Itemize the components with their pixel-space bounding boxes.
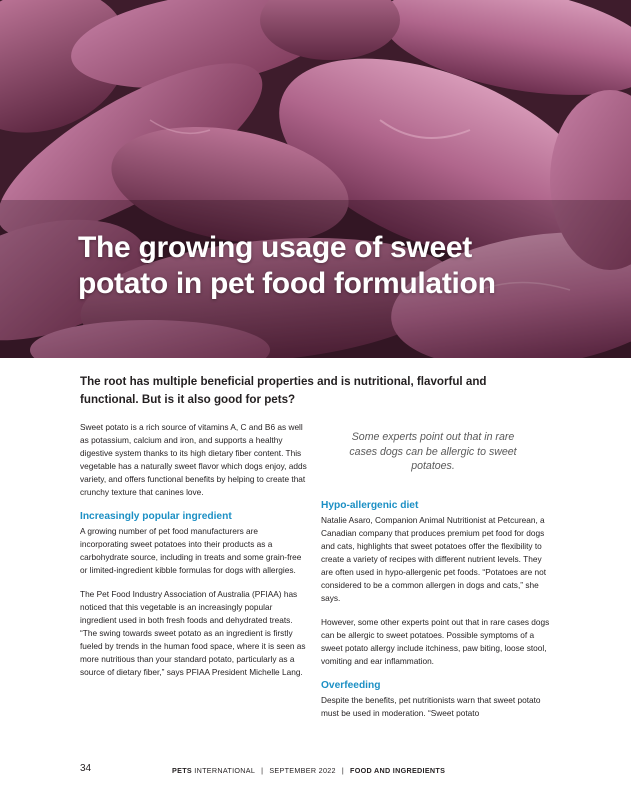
- magazine-name-rest: INTERNATIONAL: [191, 766, 256, 775]
- popular-paragraph-2: The Pet Food Industry Association of Australia (PFIAA) has noticed that this vegetable is an increasingly popular ingredient used in both fresh foods and dehydrated treats. “The swing towards sweet potato as an ingredient is firstly fueled by trends in the human food space, where it is seen as more nutritious than your standard potato, particularly as a source of dietary fiber,” says PFIAA President Michelle Lang.: [80, 589, 306, 677]
- overfeeding-paragraph-1: Despite the benefits, pet nutritionists warn that sweet potato must be used in moderation. “Sweet potato: [321, 695, 541, 718]
- section-heading-hypoallergenic: Hypo-allergenic diet: [321, 500, 419, 511]
- page-number: 34: [80, 763, 92, 774]
- sweet-potatoes-illustration: [0, 0, 631, 358]
- issue-date: SEPTEMBER 2022: [269, 766, 336, 775]
- footer-separator: |: [261, 766, 264, 775]
- article-lead: The root has multiple beneficial properties and is nutritional, flavorful and functional. But is it also good for pets?: [80, 375, 487, 406]
- footer-separator-2: |: [341, 766, 345, 775]
- magazine-name-bold: PETS: [172, 766, 192, 775]
- hero-image: [0, 0, 631, 358]
- pull-quote: Some experts point out that in rare cases dogs can be allergic to sweet potatoes.: [349, 431, 517, 472]
- intro-paragraph: Sweet potato is a rich source of vitamins A, C and B6 as well as potassium, calcium and iron, and supports a healthy digestive system thanks to its high dietary fiber content. This vegetable has a naturally sweet flavor which dogs enjoy, adds variety, and offers functional benefits by helping to create that crunchy texture that canines love.: [80, 422, 307, 497]
- hypoallergenic-paragraph-1: Natalie Asaro, Companion Animal Nutritionist at Petcurean, a Canadian company that produces premium pet food for dogs and cats, highlights that sweet potatoes offer the flexibility to create a variety of recipes with different nutrient levels. They are often used in hypo-allergenic pet foods. “Potatoes are not considered to be a common allergen in dogs and cats,” she says.: [321, 515, 547, 603]
- section-heading-overfeeding: Overfeeding: [321, 680, 381, 691]
- article-title: The growing usage of sweet potato in pet food formulation: [78, 231, 496, 300]
- hypoallergenic-paragraph-2: However, some other experts point out that in rare cases dogs can be allergic to sweet potatoes. Possible symptoms of a sweet potato allergy include itchiness, paw biting, loose stool, vomiting and ear inflammation.: [321, 617, 550, 666]
- popular-paragraph-1: A growing number of pet food manufacturers are incorporating sweet potatoes into their products as a carbohydrate source, including in treats and some grain-free or limited-ingredient kibble formulas for dogs with allergies.: [80, 526, 302, 575]
- section-heading-popular: Increasingly popular ingredient: [80, 511, 232, 522]
- left-column: [80, 421, 308, 690]
- right-column: [321, 499, 553, 731]
- page-footer: [172, 766, 445, 775]
- section-label: FOOD AND INGREDIENTS: [350, 766, 446, 775]
